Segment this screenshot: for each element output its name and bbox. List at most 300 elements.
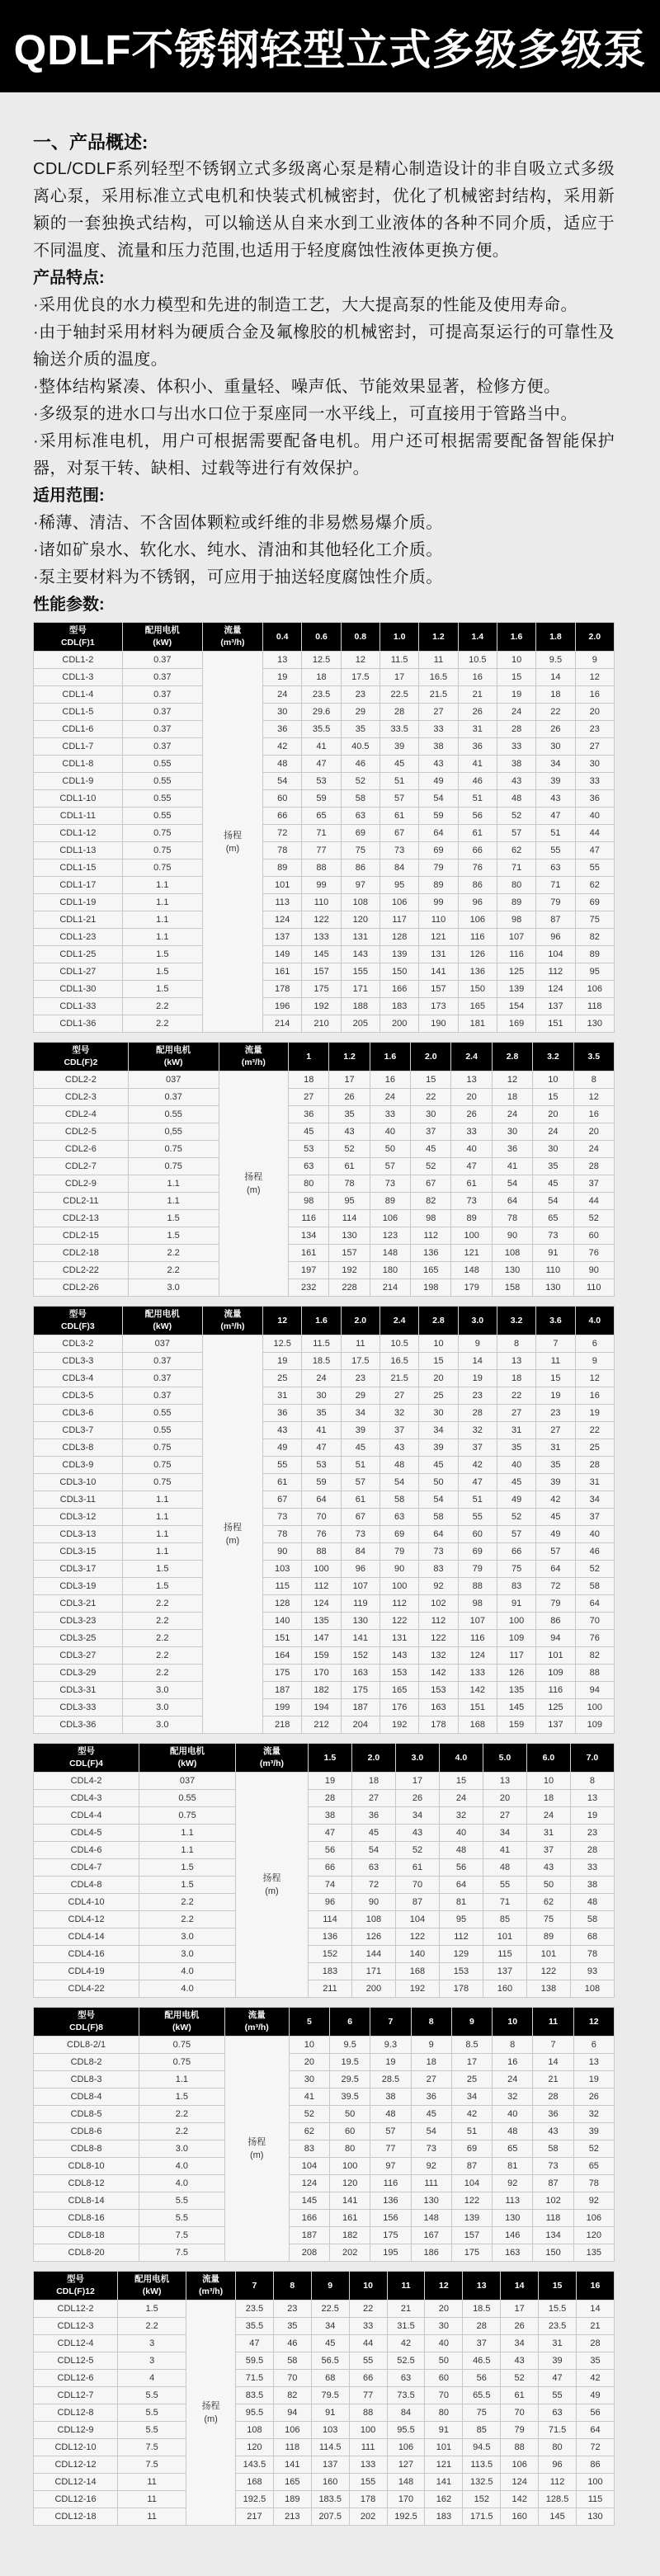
- header-line-2: (m³/h): [241, 1057, 266, 1067]
- table-row: [34, 2508, 615, 2526]
- head-value-cell: 168: [235, 2474, 273, 2491]
- flow-value-header: 4.0: [439, 1744, 483, 1773]
- head-value-cell: 107: [497, 929, 535, 946]
- motor-cell: 1.5: [118, 2301, 186, 2318]
- head-value-cell: 13: [570, 1790, 614, 1807]
- head-value-cell: 211: [308, 1980, 351, 1998]
- head-value-cell: 12: [341, 652, 380, 669]
- head-value-cell: 30: [492, 1123, 532, 1141]
- model-cell: CDL2-6: [34, 1141, 129, 1158]
- head-value-cell: 45: [351, 1825, 395, 1842]
- head-value-cell: 106: [387, 2439, 425, 2456]
- model-cell: CDL12-2: [34, 2301, 118, 2318]
- head-value-cell: 88: [458, 1578, 497, 1595]
- head-value-cell: 31: [526, 1825, 570, 1842]
- head-value-cell: 30: [302, 1387, 341, 1405]
- head-value-cell: 52: [395, 1842, 439, 1859]
- model-cell: CDL12-7: [34, 2387, 118, 2404]
- head-value-cell: 70: [302, 1509, 341, 1526]
- motor-cell: 1.1: [122, 1543, 202, 1561]
- model-cell: CDL8-10: [34, 2158, 139, 2175]
- head-value-cell: 119: [341, 1595, 380, 1613]
- head-value-cell: 109: [536, 1665, 575, 1682]
- head-value-cell: 164: [263, 1647, 302, 1665]
- flow-value-header: 2.0: [575, 623, 614, 652]
- head-value-cell: 36: [533, 2106, 573, 2123]
- header-line-2: (m³/h): [244, 2023, 269, 2032]
- head-value-cell: 154: [497, 998, 535, 1015]
- head-value-cell: 73: [533, 2158, 573, 2175]
- head-value-cell: 47: [308, 1825, 351, 1842]
- applications-heading: 适用范围:: [33, 487, 105, 505]
- head-value-cell: 11.5: [380, 652, 419, 669]
- model-cell: CDL12-18: [34, 2508, 118, 2526]
- head-value-cell: 75: [526, 1911, 570, 1928]
- head-value-cell: 12: [492, 1071, 532, 1089]
- table-row: [34, 1859, 615, 1877]
- head-value-cell: 59: [302, 790, 341, 808]
- head-value-cell: 72: [263, 825, 302, 842]
- head-value-cell: 175: [263, 1665, 302, 1682]
- table-row: [34, 2210, 615, 2227]
- head-value-cell: 96: [308, 1894, 351, 1911]
- head-value-cell: 29: [341, 1387, 380, 1405]
- head-value-cell: 155: [341, 963, 380, 981]
- head-value-cell: 25: [263, 1370, 302, 1387]
- model-cell: CDL8-2: [34, 2054, 139, 2071]
- head-value-cell: 7: [536, 1335, 575, 1353]
- content-area: [0, 92, 660, 2526]
- header-line-1: 流量: [244, 1045, 262, 1055]
- performance-heading: 性能参数:: [33, 596, 105, 614]
- head-value-cell: 96: [458, 894, 497, 911]
- head-value-cell: 19: [308, 1773, 351, 1790]
- head-value-cell: 16: [575, 686, 614, 704]
- head-value-cell: 23: [536, 1405, 575, 1422]
- table-row: [34, 2491, 615, 2508]
- model-cell: CDL1-13: [34, 842, 123, 859]
- head-value-cell: 48: [380, 1457, 419, 1474]
- head-value-cell: 24: [493, 2071, 533, 2089]
- head-value-cell: 23.5: [235, 2301, 273, 2318]
- head-value-cell: 14: [577, 2301, 615, 2318]
- head-value-cell: 94: [273, 2404, 311, 2422]
- model-cell: CDL12-5: [34, 2352, 118, 2370]
- model-cell: CDL12-14: [34, 2474, 118, 2491]
- head-value-cell: 32: [458, 1422, 497, 1439]
- head-value-cell: 88: [501, 2439, 539, 2456]
- head-value-cell: 190: [419, 1015, 458, 1033]
- head-value-cell: 26: [458, 704, 497, 721]
- head-value-cell: 40: [370, 1123, 410, 1141]
- head-value-cell: 195: [370, 2244, 411, 2262]
- head-value-cell: 78: [263, 1526, 302, 1543]
- features-heading: 产品特点:: [33, 269, 105, 287]
- head-value-cell: 55: [539, 2387, 577, 2404]
- head-value-cell: 27: [289, 1089, 329, 1106]
- head-value-cell: 123: [370, 1227, 410, 1245]
- model-cell: CDL2-5: [34, 1123, 129, 1141]
- model-cell: CDL3-10: [34, 1474, 123, 1491]
- flow-column-header: [202, 623, 262, 652]
- head-label-cell: [224, 2037, 289, 2262]
- head-value-cell: 48: [483, 1859, 526, 1877]
- head-value-cell: 26: [395, 1790, 439, 1807]
- model-cell: CDL2-13: [34, 1210, 129, 1227]
- head-value-cell: 67: [380, 825, 419, 842]
- head-value-cell: 73: [380, 842, 419, 859]
- head-value-cell: 64: [575, 1595, 614, 1613]
- head-value-cell: 51: [341, 1457, 380, 1474]
- head-value-cell: 24: [370, 1089, 410, 1106]
- head-value-cell: 69: [380, 1526, 419, 1543]
- flow-value-header: 7: [370, 2008, 411, 2037]
- table-row: [34, 1928, 615, 1946]
- head-value-cell: 111: [349, 2439, 387, 2456]
- head-value-cell: 95.5: [235, 2404, 273, 2422]
- head-value-cell: 192.5: [235, 2491, 273, 2508]
- flow-value-header: 5.0: [483, 1744, 526, 1773]
- head-value-cell: 9: [575, 652, 614, 669]
- motor-cell: 0.37: [128, 1089, 219, 1106]
- model-cell: CDL1-33: [34, 998, 123, 1015]
- head-value-cell: 37: [526, 1842, 570, 1859]
- table-row: [34, 1210, 615, 1227]
- head-value-cell: 11: [341, 1335, 380, 1353]
- table-row: [34, 2106, 615, 2123]
- head-value-cell: 50: [370, 1141, 410, 1158]
- head-value-cell: 49: [419, 773, 458, 790]
- head-value-cell: 95.5: [387, 2422, 425, 2439]
- header-line-1: 配用电机: [144, 625, 180, 635]
- head-value-cell: 16.5: [380, 1353, 419, 1370]
- head-value-cell: 61: [451, 1175, 492, 1193]
- flow-value-header: 7.0: [570, 1744, 614, 1773]
- head-value-cell: 49: [497, 1491, 535, 1509]
- head-value-cell: 17.5: [341, 669, 380, 686]
- head-value-cell: 133: [458, 1665, 497, 1682]
- head-value-cell: 10: [497, 652, 535, 669]
- motor-cell: 0.37: [122, 704, 202, 721]
- head-value-cell: 14: [458, 1353, 497, 1370]
- flow-value-header: 3.6: [536, 1307, 575, 1335]
- head-value-cell: 210: [302, 1015, 341, 1033]
- performance-table-CDLF12: [33, 2271, 615, 2526]
- table-row: [34, 2140, 615, 2158]
- head-value-cell: 24: [526, 1807, 570, 1825]
- head-value-cell: 69: [341, 825, 380, 842]
- table-row: [34, 1613, 615, 1630]
- motor-cell: 0.37: [122, 669, 202, 686]
- table-row: [34, 1963, 615, 1980]
- head-value-cell: 218: [263, 1717, 302, 1734]
- head-value-cell: 83: [497, 1578, 535, 1595]
- header-line-1: 型号: [67, 2274, 85, 2284]
- motor-cell: 0.55: [122, 808, 202, 825]
- head-value-cell: 67: [263, 1491, 302, 1509]
- head-value-cell: 21: [577, 2318, 615, 2335]
- head-value-cell: 62: [526, 1894, 570, 1911]
- header-line-2: (m³/h): [259, 1759, 285, 1768]
- head-value-cell: 8.5: [451, 2037, 492, 2054]
- head-value-cell: 60: [573, 1227, 614, 1245]
- head-value-cell: 17: [380, 669, 419, 686]
- head-value-cell: 63: [341, 808, 380, 825]
- head-value-cell: 53: [302, 773, 341, 790]
- head-value-cell: 73: [533, 1227, 573, 1245]
- model-cell: CDL8-20: [34, 2244, 139, 2262]
- head-value-cell: 21: [458, 686, 497, 704]
- head-value-cell: 156: [370, 2210, 411, 2227]
- flow-value-header: 3.2: [533, 1043, 573, 1071]
- model-cell: CDL12-4: [34, 2335, 118, 2352]
- table-row: [34, 1457, 615, 1474]
- header-line-2: CDL(F)2: [64, 1057, 98, 1067]
- head-value-cell: 57: [536, 1543, 575, 1561]
- head-value-cell: 45: [289, 1123, 329, 1141]
- head-value-cell: 22: [411, 1089, 451, 1106]
- model-cell: CDL1-15: [34, 859, 123, 877]
- head-value-cell: 42: [577, 2370, 615, 2387]
- head-value-cell: 192: [329, 1262, 370, 1279]
- head-value-cell: 115: [577, 2491, 615, 2508]
- head-value-cell: 9: [411, 2037, 451, 2054]
- head-value-cell: 108: [351, 1911, 395, 1928]
- head-value-cell: 182: [330, 2227, 370, 2244]
- head-value-cell: 12: [575, 1370, 614, 1387]
- table-row: [34, 2071, 615, 2089]
- motor-cell: 3.0: [139, 1928, 236, 1946]
- model-cell: CDL1-17: [34, 877, 123, 894]
- head-value-cell: 54: [419, 1491, 458, 1509]
- head-value-cell: 62: [289, 2123, 329, 2140]
- model-cell: CDL8-3: [34, 2071, 139, 2089]
- head-value-cell: 76: [458, 859, 497, 877]
- head-value-cell: 66: [458, 842, 497, 859]
- header-line-2: CDL(F)3: [60, 1321, 95, 1331]
- head-value-cell: 64: [302, 1491, 341, 1509]
- head-value-cell: 9.3: [370, 2037, 411, 2054]
- head-value-cell: 15.5: [539, 2301, 577, 2318]
- head-value-cell: 99: [302, 877, 341, 894]
- head-value-cell: 95: [329, 1193, 370, 1210]
- head-value-cell: 46: [341, 756, 380, 773]
- table-row: [34, 773, 615, 790]
- head-value-cell: 9.5: [536, 652, 575, 669]
- head-value-cell: 35: [273, 2318, 311, 2335]
- head-value-cell: 120: [573, 2227, 614, 2244]
- table-row: [34, 1699, 615, 1717]
- head-value-cell: 34: [341, 1405, 380, 1422]
- head-value-cell: 151: [458, 1699, 497, 1717]
- head-value-cell: 116: [370, 2175, 411, 2192]
- head-value-cell: 58: [533, 2140, 573, 2158]
- head-value-cell: 33: [570, 1859, 614, 1877]
- head-value-cell: 51: [458, 1491, 497, 1509]
- table-row: [34, 894, 615, 911]
- head-value-cell: 151: [263, 1630, 302, 1647]
- head-value-cell: 74: [308, 1877, 351, 1894]
- head-value-cell: 13: [483, 1773, 526, 1790]
- flow-value-header: 9: [451, 2008, 492, 2037]
- header-line-1: 流量: [202, 2274, 220, 2284]
- header-line-1: 流量: [248, 2010, 266, 2020]
- head-value-cell: 32: [380, 1405, 419, 1422]
- head-value-cell: 48: [570, 1894, 614, 1911]
- head-value-cell: 30: [536, 738, 575, 756]
- header-line-1: 型号: [68, 1309, 87, 1319]
- model-cell: CDL12-6: [34, 2370, 118, 2387]
- model-cell: CDL1-11: [34, 808, 123, 825]
- motor-cell: 0.75: [122, 859, 202, 877]
- motor-cell: 5.5: [139, 2210, 225, 2227]
- head-value-cell: 160: [311, 2474, 349, 2491]
- head-value-cell: 106: [458, 911, 497, 929]
- head-value-cell: 100: [330, 2158, 370, 2175]
- head-value-cell: 43: [536, 790, 575, 808]
- table-row: [34, 1439, 615, 1457]
- head-value-cell: 48: [493, 2123, 533, 2140]
- head-value-cell: 23: [458, 1387, 497, 1405]
- motor-cell: 1.5: [139, 2089, 225, 2106]
- head-value-cell: 186: [411, 2244, 451, 2262]
- motor-cell: 1.5: [128, 1210, 219, 1227]
- head-value-cell: 59.5: [235, 2352, 273, 2370]
- motor-cell: 2.2: [118, 2318, 186, 2335]
- head-value-cell: 70: [501, 2404, 539, 2422]
- head-value-cell: 34: [501, 2335, 539, 2352]
- head-value-cell: 112: [539, 2474, 577, 2491]
- head-value-cell: 33: [419, 721, 458, 738]
- motor-cell: 0.37: [122, 1370, 202, 1387]
- head-value-cell: 170: [302, 1665, 341, 1682]
- head-value-cell: 200: [380, 1015, 419, 1033]
- head-value-cell: 102: [419, 1595, 458, 1613]
- head-value-cell: 141: [330, 2192, 370, 2210]
- head-value-cell: 55: [575, 859, 614, 877]
- head-value-cell: 160: [501, 2508, 539, 2526]
- head-value-cell: 84: [387, 2404, 425, 2422]
- head-value-cell: 202: [349, 2508, 387, 2526]
- head-value-cell: 140: [263, 1613, 302, 1630]
- header-row: [34, 1307, 615, 1335]
- table-row: [34, 2123, 615, 2140]
- head-value-cell: 137: [536, 1717, 575, 1734]
- head-value-cell: 59: [419, 808, 458, 825]
- head-value-cell: 95: [439, 1911, 483, 1928]
- head-value-cell: 28: [577, 2335, 615, 2352]
- head-value-cell: 18: [289, 1071, 329, 1089]
- head-value-cell: 50: [419, 1474, 458, 1491]
- head-value-cell: 81: [439, 1894, 483, 1911]
- head-value-cell: 35: [577, 2352, 615, 2370]
- model-cell: CDL1-7: [34, 738, 123, 756]
- head-value-cell: 58: [575, 1578, 614, 1595]
- header-line-1: 流量: [224, 1309, 242, 1319]
- head-value-cell: 106: [501, 2456, 539, 2474]
- flow-value-header: 0.8: [341, 623, 380, 652]
- header-row: [34, 2272, 615, 2301]
- head-value-cell: 64: [536, 1561, 575, 1578]
- head-value-cell: 100: [380, 1578, 419, 1595]
- head-value-cell: 131: [341, 929, 380, 946]
- head-value-cell: 56: [458, 808, 497, 825]
- head-value-cell: 64: [439, 1877, 483, 1894]
- head-value-cell: 78: [570, 1946, 614, 1963]
- head-value-cell: 151: [536, 1015, 575, 1033]
- head-value-cell: 58: [380, 1491, 419, 1509]
- application-item: ·稀薄、清洁、不含固体颗粒或纤维的非易燃易爆介质。: [33, 514, 443, 532]
- motor-cell: 0.55: [122, 756, 202, 773]
- head-value-cell: 127: [387, 2456, 425, 2474]
- head-value-cell: 36: [458, 738, 497, 756]
- head-value-cell: 173: [419, 998, 458, 1015]
- head-value-cell: 56: [308, 1842, 351, 1859]
- head-value-cell: 13: [573, 2054, 614, 2071]
- head-value-cell: 43: [380, 1439, 419, 1457]
- performance-table-CDLF2: [33, 1042, 615, 1297]
- head-value-cell: 175: [302, 981, 341, 998]
- head-value-cell: 59: [302, 1474, 341, 1491]
- flow-value-header: 8: [411, 2008, 451, 2037]
- head-value-cell: 9.5: [330, 2037, 370, 2054]
- head-value-cell: 41: [302, 1422, 341, 1439]
- head-value-cell: 23.5: [539, 2318, 577, 2335]
- head-value-cell: 15: [419, 1353, 458, 1370]
- application-item: ·泵主要材料为不锈钢，可应用于抽送轻度腐蚀性介质。: [33, 568, 443, 586]
- head-value-cell: 131: [380, 1630, 419, 1647]
- head-value-cell: 130: [341, 1613, 380, 1630]
- head-value-cell: 16: [493, 2054, 533, 2071]
- motor-cell: 2.2: [122, 1665, 202, 1682]
- head-value-cell: 83: [419, 1561, 458, 1578]
- head-value-cell: 54: [492, 1175, 532, 1193]
- head-value-cell: 25: [575, 1439, 614, 1457]
- head-value-cell: 30: [533, 1141, 573, 1158]
- head-value-cell: 76: [573, 1245, 614, 1262]
- head-value-cell: 132: [419, 1647, 458, 1665]
- performance-table-CDLF8: [33, 2007, 615, 2262]
- head-value-cell: 56: [577, 2404, 615, 2422]
- head-value-cell: 30: [263, 704, 302, 721]
- flow-value-header: 2.8: [419, 1307, 458, 1335]
- head-value-cell: 78: [263, 842, 302, 859]
- head-value-cell: 42: [458, 1457, 497, 1474]
- model-cell: CDL3-25: [34, 1630, 123, 1647]
- header-line-1: 型号: [78, 2010, 96, 2020]
- flow-value-header: 4.0: [575, 1307, 614, 1335]
- head-value-cell: 157: [451, 2227, 492, 2244]
- motor-cell: 0.75: [122, 1457, 202, 1474]
- head-value-cell: 90: [492, 1227, 532, 1245]
- motor-cell: 2.2: [139, 2106, 225, 2123]
- head-value-cell: 73: [263, 1509, 302, 1526]
- motor-cell: 3.0: [139, 2140, 225, 2158]
- head-value-cell: 86: [341, 859, 380, 877]
- head-value-cell: 87: [451, 2158, 492, 2175]
- model-cell: CDL1-4: [34, 686, 123, 704]
- head-value-cell: 103: [311, 2422, 349, 2439]
- head-value-cell: 112: [439, 1928, 483, 1946]
- head-value-cell: 131: [419, 946, 458, 963]
- head-value-cell: 17: [501, 2301, 539, 2318]
- head-value-cell: 45: [341, 1439, 380, 1457]
- model-cell: CDL4-10: [34, 1894, 139, 1911]
- head-value-cell: 73: [451, 1193, 492, 1210]
- head-value-cell: 51: [451, 2123, 492, 2140]
- table-row: [34, 1630, 615, 1647]
- model-cell: CDL3-36: [34, 1717, 123, 1734]
